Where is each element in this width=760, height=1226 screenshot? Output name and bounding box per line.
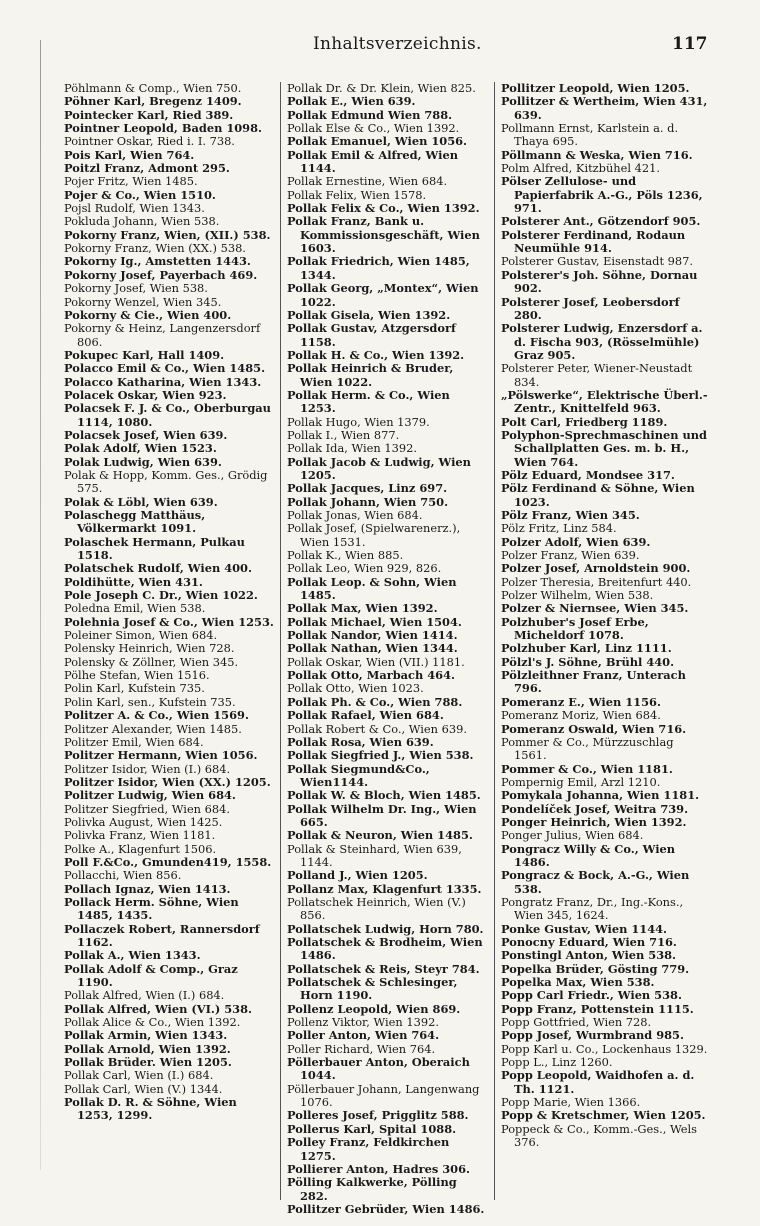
index-entry: Polzhuber Karl, Linz 1111. — [501, 641, 672, 656]
index-entry: Polke A., Klagenfurt 1506. — [64, 841, 217, 856]
index-entry: Popp & Kretschmer, Wien 1205. — [501, 1108, 706, 1123]
index-entry: Pointner Leopold, Baden 1098. — [64, 121, 262, 136]
index-entry: Polt Carl, Friedberg 1189. — [501, 414, 668, 429]
index-column-1 — [64, 82, 280, 1200]
index-entry: Pollak Emil & Alfred, Wien 1144. — [287, 147, 459, 176]
index-entry: Politzer Ludwig, Wien 684. — [64, 788, 236, 803]
index-entry: Pollak Herm. & Co., Wien 1253. — [287, 387, 450, 416]
index-entry: Pollak Else & Co., Wien 1392. — [287, 121, 460, 136]
index-entry: Poll F.&Co., Gmunden419, 1558. — [64, 854, 272, 869]
index-entry: Pollacchi, Wien 856. — [64, 868, 182, 883]
index-column-3 — [494, 82, 708, 1200]
index-entry: Popelka Max, Wien 538. — [501, 975, 655, 990]
index-entry: Pollak Georg, „Montex“, Wien 1022. — [287, 281, 479, 309]
index-entry: Polland J., Wien 1205. — [287, 868, 428, 883]
index-entry: Pongratz Franz, Dr., Ing.-Kons., Wien 345, 1624. — [501, 894, 684, 923]
index-entry: Pommer & Co., Mürzzuschlag 1561. — [501, 734, 674, 763]
index-entry: Politzer Siegfried, Wien 684. — [64, 801, 230, 816]
index-entry: Pokorny Wenzel, Wien 345. — [64, 294, 222, 309]
index-entry: Pomeranz Oswald, Wien 716. — [501, 721, 687, 736]
index-entry: Polsterer Josef, Leobersdorf 280. — [501, 294, 680, 322]
index-entry: Pollak Johann, Wien 750. — [287, 494, 449, 509]
index-entry: Pollitzer Leopold, Wien 1205. — [501, 81, 690, 95]
index-entry: Pompernig Emil, Arzl 1210. — [501, 774, 661, 789]
index-entry: Pointecker Karl, Ried 389. — [64, 107, 234, 122]
index-entry: Pollak Armin, Wien 1343. — [64, 1028, 228, 1043]
index-entry: Pölzleithner Franz, Unterach 796. — [501, 668, 686, 696]
index-entry: Pollak Felix, Wien 1578. — [287, 187, 427, 202]
index-entry: Polzhuber's Josef Erbe, Micheldorf 1078. — [501, 614, 649, 643]
index-entry: Pollenz Leopold, Wien 869. — [287, 1001, 461, 1016]
index-entry: Popp Marie, Wien 1366. — [501, 1095, 641, 1110]
index-entry: Pollatschek & Brodheim, Wien 1486. — [287, 935, 483, 963]
index-entry: Pollak Nathan, Wien 1344. — [287, 641, 458, 656]
page-gutter-line — [40, 40, 41, 1170]
index-entry: Pojsl Rudolf, Wien 1343. — [64, 201, 205, 216]
index-entry: Ponstingl Anton, Wien 538. — [501, 948, 677, 963]
index-entry: Pölz Fritz, Linz 584. — [501, 521, 617, 536]
index-entry: Politzer Hermann, Wien 1056. — [64, 748, 258, 763]
index-entry: Polsterer Ludwig, Enzersdorf a. d. Fischa 903, (Rösselmühle) Graz 905. — [501, 321, 703, 362]
index-entry: Pollerus Karl, Spital 1088. — [287, 1121, 457, 1136]
index-entry: Pollak Wilhelm Dr. Ing., Wien 665. — [287, 801, 477, 829]
index-entry: Pongracz & Bock, A.-G., Wien 538. — [501, 868, 690, 896]
index-entry: Poldihütte, Wien 431. — [64, 574, 203, 589]
index-entry: Poleiner Simon, Wien 684. — [64, 628, 218, 643]
index-entry: Polzer Adolf, Wien 639. — [501, 534, 651, 549]
index-entry: Polin Karl, Kufstein 735. — [64, 681, 205, 696]
index-entry: Polaschegg Matthäus, Völkermarkt 1091. — [64, 508, 206, 536]
index-entry: Pojer & Co., Wien 1510. — [64, 187, 216, 202]
index-entry: Pollach Ignaz, Wien 1413. — [64, 881, 231, 896]
index-entry: Polsterer Ferdinand, Rodaun Neumühle 914. — [501, 227, 686, 256]
index-entry: Pollak W. & Bloch, Wien 1485. — [287, 788, 481, 803]
index-entry: Pöllerbauer Johann, Langenwang 1076. — [287, 1081, 480, 1110]
index-entry: Pollak Alfred, Wien (VI.) 538. — [64, 1001, 252, 1016]
index-entry: Poledna Emil, Wien 538. — [64, 601, 206, 616]
index-entry: Polley Franz, Feldkirchen 1275. — [287, 1135, 450, 1163]
index-entry: Pölz Eduard, Mondsee 317. — [501, 467, 675, 482]
index-entry: Popp Gottfried, Wien 728. — [501, 1015, 652, 1030]
index-entry: Pollak Robert & Co., Wien 639. — [287, 721, 467, 736]
index-entry: Pollak Nandor, Wien 1414. — [287, 628, 458, 643]
index-entry: Pölling Kalkwerke, Pölling 282. — [287, 1175, 457, 1203]
index-entry: Polacsek Josef, Wien 639. — [64, 427, 228, 442]
index-entry: Pollak Otto, Marbach 464. — [287, 668, 455, 683]
index-entry: Polacco Emil & Co., Wien 1485. — [64, 361, 266, 376]
index-entry: Polensky & Zöllner, Wien 345. — [64, 654, 239, 669]
index-entry: Pöhner Karl, Bregenz 1409. — [64, 94, 242, 109]
index-entry: Pollak Friedrich, Wien 1485, 1344. — [287, 254, 470, 282]
page-number: 117 — [672, 34, 708, 54]
index-entry: Pollak Oskar, Wien (VII.) 1181. — [287, 654, 465, 669]
index-entry: Pollak Jacques, Linz 697. — [287, 481, 448, 496]
index-entry: Polleres Josef, Prigglitz 588. — [287, 1108, 469, 1123]
index-entry: Polivka Franz, Wien 1181. — [64, 828, 216, 843]
index-entry: Ponke Gustav, Wien 1144. — [501, 921, 668, 936]
index-entry: Politzer Alexander, Wien 1485. — [64, 721, 242, 736]
index-entry: Polzer & Niernsee, Wien 345. — [501, 601, 689, 616]
index-entry: Ponger Julius, Wien 684. — [501, 828, 644, 843]
index-entry: Pokupec Karl, Hall 1409. — [64, 347, 225, 362]
index-entry: Pomeranz E., Wien 1156. — [501, 694, 661, 709]
index-entry: Pöllmann & Weska, Wien 716. — [501, 147, 693, 162]
index-entry: Pommer & Co., Wien 1181. — [501, 761, 673, 776]
index-entry: Ponger Heinrich, Wien 1392. — [501, 814, 687, 829]
index-entry: Polacco Katharina, Wien 1343. — [64, 374, 262, 389]
index-entry: Polsterer Peter, Wiener-Neustadt 834. — [501, 361, 693, 389]
index-entry: Pollak Adolf & Comp., Graz 1190. — [64, 961, 238, 990]
index-entry: Pokorny Josef, Wien 538. — [64, 281, 208, 296]
page-title: Inhaltsverzeichnis. — [313, 34, 482, 54]
index-entry: Pokorny Franz, Wien, (XII.) 538. — [64, 227, 271, 242]
index-entry: Pollak Dr. & Dr. Klein, Wien 825. — [287, 81, 476, 95]
index-entry: Popp Leopold, Waidhofen a. d. Th. 1121. — [501, 1068, 695, 1096]
index-entry: Politzer Isidor, Wien (XX.) 1205. — [64, 774, 271, 789]
index-entry: Pokorny Franz, Wien (XX.) 538. — [64, 241, 246, 256]
index-entry: Pollak Rafael, Wien 684. — [287, 708, 444, 723]
index-entry: Pollak Alice & Co., Wien 1392. — [64, 1015, 241, 1030]
index-entry: Politzer Isidor, Wien (I.) 684. — [64, 761, 231, 776]
index-entry: Polaschek Hermann, Pulkau 1518. — [64, 534, 245, 563]
index-entry: Popp Franz, Pottenstein 1115. — [501, 1001, 694, 1016]
index-entry: Polin Karl, sen., Kufstein 735. — [64, 694, 236, 709]
index-entry: Pollak Leo, Wien 929, 826. — [287, 561, 442, 576]
index-entry: Pollak & Neuron, Wien 1485. — [287, 828, 473, 843]
index-entry: Pondelíček Josef, Weitra 739. — [501, 801, 689, 816]
index-entry: Pölz Ferdinand & Söhne, Wien 1023. — [501, 481, 695, 509]
index-entry: Pölser Zellulose- und Papierfabrik A.-G., Pöls 1236, 971. — [501, 174, 703, 216]
index-entry: Pollak Siegmund&Co., Wien1144. — [287, 761, 430, 789]
index-entry: Pollak Rosa, Wien 639. — [287, 734, 434, 749]
index-entry: Poitzl Franz, Admont 295. — [64, 161, 230, 176]
index-entry: Polacsek F. J. & Co., Oberburgau 1114, 1080. — [64, 401, 271, 429]
index-entry: Polak Adolf, Wien 1523. — [64, 441, 217, 456]
index-entry: Pollak Jacob & Ludwig, Wien 1205. — [287, 454, 471, 482]
index-entry: Pollak Carl, Wien (V.) 1344. — [64, 1081, 223, 1096]
index-entry: Pollak Brüder. Wien 1205. — [64, 1055, 232, 1070]
index-entry: Pollak K., Wien 885. — [287, 548, 404, 563]
index-entry: Pölz Franz, Wien 345. — [501, 508, 640, 522]
index-entry: Poller Richard, Wien 764. — [287, 1041, 436, 1056]
index-entry: Pollak Carl, Wien (I.) 684. — [64, 1068, 214, 1083]
index-entry: Pollenz Viktor, Wien 1392. — [287, 1015, 439, 1030]
index-entry: Pomeranz Moriz, Wien 684. — [501, 708, 661, 723]
index-entry: Polak & Löbl, Wien 639. — [64, 494, 218, 509]
index-entry: Pollak Heinrich & Bruder, Wien 1022. — [287, 361, 454, 389]
index-entry: Pollmann Ernst, Karlstein a. d. Thaya 695. — [501, 121, 679, 149]
index-entry: Polzer Theresia, Breitenfurt 440. — [501, 574, 692, 589]
index-entry: Pollak E., Wien 639. — [287, 94, 416, 109]
index-entry: Polehnia Josef & Co., Wien 1253. — [64, 614, 274, 629]
index-entry: Pollak I., Wien 877. — [287, 427, 400, 442]
index-entry: Pollak Edmund Wien 788. — [287, 107, 453, 122]
index-entry: Pollak Alfred, Wien (I.) 684. — [64, 988, 225, 1003]
index-entry: Popp Carl Friedr., Wien 538. — [501, 988, 682, 1003]
index-entry: Pollierer Anton, Hadres 306. — [287, 1161, 470, 1176]
index-entry: Pollatschek & Reis, Steyr 784. — [287, 961, 480, 976]
index-entry: Polzer Josef, Arnoldstein 900. — [501, 561, 691, 576]
index-entry: Polm Alfred, Kitzbühel 421. — [501, 161, 660, 176]
index-entry: Pollak Hugo, Wien 1379. — [287, 414, 430, 429]
index-entry: Polatschek Rudolf, Wien 400. — [64, 561, 252, 576]
index-entry: Pollak D. R. & Söhne, Wien 1253, 1299. — [64, 1095, 237, 1123]
index-entry: Polsterer Gustav, Eisenstadt 987. — [501, 254, 694, 269]
index-entry: Pollak Gustav, Atzgersdorf 1158. — [287, 321, 456, 349]
index-entry: Pollatschek Heinrich, Wien (V.) 856. — [287, 894, 466, 923]
index-entry: Pollak Siegfried J., Wien 538. — [287, 748, 474, 763]
index-entry: Pollak Felix & Co., Wien 1392. — [287, 201, 480, 216]
index-entry: Pollitzer & Wertheim, Wien 431, 639. — [501, 94, 708, 122]
index-entry: Popp Karl u. Co., Lockenhaus 1329. — [501, 1041, 708, 1056]
index-entry: Pollak Jonas, Wien 684. — [287, 508, 423, 522]
index-entry: Poller Anton, Wien 764. — [287, 1028, 440, 1043]
index-columns — [64, 81, 708, 1216]
index-entry: Polzer Wilhelm, Wien 538. — [501, 588, 654, 603]
index-entry: Pollatschek Ludwig, Horn 780. — [287, 921, 484, 936]
index-entry: Pollak Franz, Bank u. Kommissionsgeschäft, Wien 1603. — [287, 214, 480, 256]
index-entry: Popp Josef, Wurmbrand 985. — [501, 1028, 684, 1043]
index-entry: Pölzl's J. Söhne, Brühl 440. — [501, 654, 675, 669]
index-entry: Pollak Ida, Wien 1392. — [287, 441, 417, 456]
index-entry: Pollak Arnold, Wien 1392. — [64, 1041, 231, 1056]
index-entry: Pokorny & Heinz, Langenzersdorf 806. — [64, 321, 261, 349]
index-entry: Pollaczek Robert, Rannersdorf 1162. — [64, 921, 260, 949]
index-entry: Polsterer Ant., Götzendorf 905. — [501, 214, 701, 229]
index-entry: Pollak Michael, Wien 1504. — [287, 614, 462, 629]
index-entry: Polivka August, Wien 1425. — [64, 814, 223, 829]
index-entry: Polzer Franz, Wien 639. — [501, 548, 640, 563]
index-entry: Pöllerbauer Anton, Oberaich 1044. — [287, 1055, 470, 1083]
index-entry: Pollak Max, Wien 1392. — [287, 601, 438, 616]
index-entry: Politzer Emil, Wien 684. — [64, 734, 204, 749]
index-entry: Pokluda Johann, Wien 538. — [64, 214, 220, 229]
index-entry: Pokorny & Cie., Wien 400. — [64, 307, 232, 322]
index-entry: Pois Karl, Wien 764. — [64, 147, 195, 162]
index-entry: Pokorny Josef, Payerbach 469. — [64, 267, 258, 282]
index-entry: Pollak A., Wien 1343. — [64, 948, 201, 963]
index-entry: Pollak Gisela, Wien 1392. — [287, 307, 451, 322]
index-entry: Pollak Leop. & Sohn, Wien 1485. — [287, 574, 457, 603]
index-entry: Popp L., Linz 1260. — [501, 1055, 613, 1070]
index-entry: Pomykala Johanna, Wien 1181. — [501, 788, 700, 803]
index-entry: Pollak Otto, Wien 1023. — [287, 681, 424, 696]
index-entry: Polak & Hopp, Komm. Ges., Grödig 575. — [64, 467, 268, 496]
index-entry: Pole Joseph C. Dr., Wien 1022. — [64, 588, 258, 603]
index-entry: Polak Ludwig, Wien 639. — [64, 454, 222, 469]
index-entry: Polyphon-Sprechmaschinen und Schallplatten Ges. m. b. H., Wien 764. — [501, 427, 708, 469]
index-entry: Pollack Herm. Söhne, Wien 1485, 1435. — [64, 894, 239, 923]
index-entry: Pöhlmann & Comp., Wien 750. — [64, 81, 242, 95]
index-column-2 — [280, 81, 494, 1216]
index-entry: Ponocny Eduard, Wien 716. — [501, 935, 677, 949]
index-entry: Pointner Oskar, Ried i. I. 738. — [64, 134, 235, 149]
index-entry: Pollak H. & Co., Wien 1392. — [287, 347, 465, 362]
index-entry: Polensky Heinrich, Wien 728. — [64, 641, 235, 656]
index-entry: Pollak Ph. & Co., Wien 788. — [287, 694, 463, 709]
index-entry: Politzer A. & Co., Wien 1569. — [64, 708, 249, 723]
index-entry: Pollitzer Gebrüder, Wien 1486. — [287, 1201, 485, 1216]
index-entry: Pollak Ernestine, Wien 684. — [287, 174, 448, 189]
index-entry: Pölhe Stefan, Wien 1516. — [64, 668, 210, 683]
index-entry: Pokorny Ig., Amstetten 1443. — [64, 254, 251, 269]
index-entry: Pollak & Steinhard, Wien 639, 1144. — [287, 841, 462, 869]
index-entry: Pollanz Max, Klagenfurt 1335. — [287, 881, 482, 896]
index-entry: Pojer Fritz, Wien 1485. — [64, 174, 198, 189]
index-entry: Poppeck & Co., Komm.-Ges., Wels 376. — [501, 1121, 697, 1150]
index-entry: Polacek Oskar, Wien 923. — [64, 387, 227, 402]
index-entry: Popelka Brüder, Gösting 779. — [501, 961, 690, 976]
index-entry: Pollak Josef, (Spielwarenerz.), Wien 1531. — [287, 521, 461, 549]
index-entry: Pollak Emanuel, Wien 1056. — [287, 134, 468, 149]
page-header — [0, 34, 760, 64]
index-entry: Polsterer's Joh. Söhne, Dornau 902. — [501, 267, 698, 296]
index-entry: Pollatschek & Schlesinger, Horn 1190. — [287, 975, 458, 1003]
index-entry: „Pölswerke“, Elektrische Überl.-Zentr., Knittelfeld 963. — [501, 387, 708, 416]
index-entry: Pongracz Willy & Co., Wien 1486. — [501, 841, 676, 869]
